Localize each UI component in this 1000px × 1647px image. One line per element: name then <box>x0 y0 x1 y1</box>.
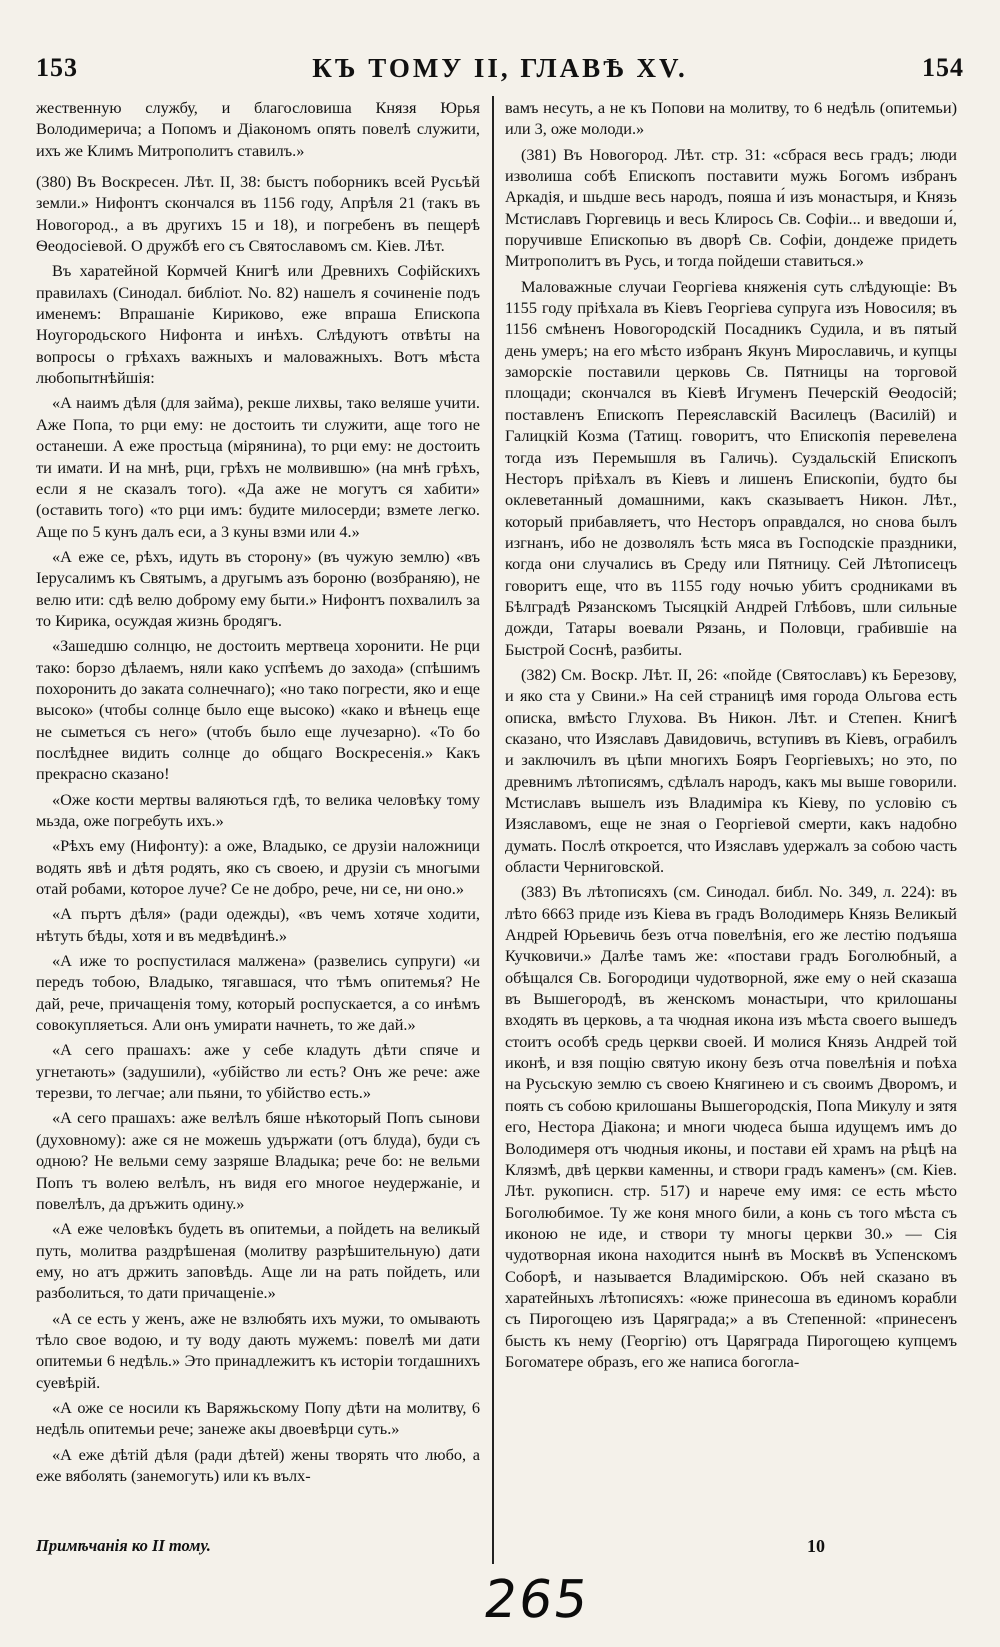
quote-paragraph: «А еже се, рѣхъ, идуть въ сторону» (въ чужую землю) «въ Іерусалимъ къ Святымъ, а другымъ азъ бороню (возбраняю), не велю ити: сдѣ велю доброму ему быти.» Нифонтъ похвалилъ за то Кирика, осуждая жизнь бродягъ. <box>36 546 480 630</box>
left-column <box>36 97 480 1490</box>
signature-line: Примѣчанія ко II тому. <box>36 1536 211 1555</box>
page-header <box>36 48 964 88</box>
note-381: (381) Въ Новогород. Лѣт. стр. 31: «сбрася весь градъ; люди изволиша собѣ Епископъ поставити мужь Богомъ избранъ Аркадія, и шьдше весь народъ, пояша и́ изъ монастыря, и Князь Мстиславъ Гюргевиць и весь Клирось Св. Софіи... и введоши и́, поручивше Епископью въ дворѣ Св. Софіи, дондеже придеть Митрополитъ въ Русь, и тогда пойдеши ставиться.» <box>505 144 957 271</box>
quote-paragraph: «А иже то роспустилася малжена» (развелись супруги) «и передъ тобою, Владыко, тягавшася, что тѣмъ опитемья? Не дай, рече, причащенія тому, который роспускается, а со инѣмъ совокупляеться. Али онъ умирати начнеть, то же дай.» <box>36 951 480 1035</box>
running-title: КЪ ТОМУ II, ГЛАВѢ XV. <box>312 52 688 83</box>
quote-paragraph: «А еже дѣтій дѣля (ради дѣтей) жены творять что любо, а еже вяболять (занемогуть) или къ вълх- <box>36 1444 480 1485</box>
quote-paragraph: «Зашедшю солнцю, не достоить мертвеца хоронити. Не рци тако: борзо дѣлаемъ, няли како успѣемъ до захода» (спѣшимъ похоронить до заката солнечнаго); «но тако погрести, яко и еще высоко» (чтобы солнце было еще высоко) «како и вѣнець еще не сыметься съ него» (чтобъ было еще лучезарно). «То бо послѣднее видить солнце до общаго Воскресенія.» Какъ прекрасно сказано! <box>36 636 480 784</box>
quote-paragraph: «Рѣхъ ему (Нифонту): а оже, Владыко, се друзіи наложници водять явѣ и дѣтя родять, яко съ своею, и друзіи съ многыми отай робами, которое луче? Се не добро, рече, ни се, ни оно.» <box>36 836 480 899</box>
paragraph: Въ харатейной Кормчей Книгѣ или Древнихъ Софійскихъ правилахъ (Синодал. библіот. No. 82) нашелъ я сочиненіе подъ именемъ: Впрашаніе Кириково, еже впраша Епископа Ноугородьского Нифонта и инѣхъ. Слѣдуютъ отвѣты на вопросы о грѣхахъ важныхъ и маловажныхъ. Вотъ мѣста любопытнѣйшія: <box>36 261 480 388</box>
quote-paragraph: «А сего прашахъ: аже велѣлъ бяше нѣкоторый Попъ сынови (духовному): аже ся не можешь удържати (отъ блуда), буди съ одною? Не вельми сему зазряше Владыка; рече бо: не вельми Попъ тъ волею велѣлъ, нъ видя его многое неудержаніе, и повелѣлъ, да дръжить одину.» <box>36 1108 480 1213</box>
paragraph: вамъ несуть, а не къ Попови на молитву, то 6 недѣль (опитемьи) или 3, оже молоди.» <box>505 98 957 139</box>
right-page-number: 154 <box>921 53 964 82</box>
handwritten-page-number: 265 <box>479 1570 594 1630</box>
column-divider <box>492 96 494 1564</box>
quote-paragraph: «А се есть у женъ, аже не взлюбять ихъ мужи, то омывають тѣло свое водою, и ту воду дають мужемъ: повелѣ ми дати опитемьи 6 недѣль.» Это принадлежитъ къ исторіи тогдашнихъ суевѣрій. <box>36 1308 480 1392</box>
note-383: (383) Въ лѣтописяхъ (см. Синодал. библ. No. 349, л. 224): въ лѣто 6663 приде изъ Кіева въ градъ Володимерь Князь Великый Андрей Юрьевичь безъ отча повелѣнія, его же лестію подъяша Кучковичи.» Далѣе тамъ же: «постави градъ Боголюбный, а обѣщался Св. Богородици чудотворной, яже ему о ней сказаша въ Вышегородѣ, въ женскомъ монастыри, что крилошаны входять въ церковь, а та чюдная икона изъ мѣста своего вышедъ стоитъ особѣ средь церкви своей. И молися Князь Андрей той иконѣ, и взя пощію святую икону безъ отча повелѣнія и поѣха на Русьскую землю съ своею Княгинею и съ своимъ Дворомъ, и поять съ собою крилошаны Вышегородскія, Попа Микулу и зятя его, Нестора Діакона; и многи чюдеса быша идущемъ имъ до Володимеря отъ чюдныя иконы, и постави ей храмъ на рѣцѣ на Клязмѣ, двѣ церкви каменны, и створи градъ каменъ» (см. Кіев. Лѣт. рукописн. стр. 517) и нарече ему имя: се есть мѣсто Боголюбимое. Ту же коня много били, а конь съ того мѣста съ иконою не иде, и створи ту многы церкви 30.» — Сія чудотворная икона находится нынѣ въ Москвѣ въ Успенскомъ Соборѣ, и называется Владимірскою. Объ ней сказано въ харатейныхъ лѣтописяхъ: «юже принесоша въ единомъ корабли съ Пирогощею изъ Царяграда;» а въ Степенной: «принесенъ бысть къ нему (Георгію) отъ Царяграда Пирогощею купцемъ Богоматере образъ, его же написа богогла- <box>505 882 957 1371</box>
quote-paragraph: «Оже кости мертвы валяються гдѣ, то велика человѣку тому мьзда, оже погребуть ихъ.» <box>36 789 480 830</box>
sheet-number: 10 <box>807 1536 825 1556</box>
quote-paragraph: «А сего прашахъ: аже у себе кладуть дѣти спяче и угнетають» (задушили), «убійство ли есть? Онъ же рече: аже терезви, то легчае; али пьяни, то убійство есть.» <box>36 1040 480 1103</box>
quote-paragraph: «А оже се носили къ Варяжьскому Попу дѣти на молитву, 6 недѣль опитемьи рече; занеже акы двоевѣрци суть.» <box>36 1397 480 1439</box>
note-382: (382) См. Воскр. Лѣт. II, 26: «пойде (Святославъ) къ Березову, и яко ста у Свини.» На сей страницѣ имя города Ольгова есть описка, вмѣсто Глухова. Въ Никон. Лѣт. и Степен. Книгѣ сказано, что Изяславъ Давидовичь, вступивъ въ Кіевъ, ограбилъ и заключилъ въ цѣпи многихъ Бояръ Георгіевыхъ; но это, по древнимъ лѣтописямъ, сдѣлалъ народъ, какъ мы выше говорили. Мстиславъ вышелъ изъ Владиміра къ Кіеву, по условію съ Изяславомъ, еще не зная о Георгіевой смерти, какъ надобно думать. Послѣ откроется, что Изяславъ удержалъ за собою часть области Черниговской. <box>505 664 957 877</box>
note-380: (380) Въ Воскресен. Лѣт. II, 38: быстъ поборникъ всей Русьѣй земли.» Нифонтъ скончался въ 1156 году, Апрѣля 21 (такъ въ Новогород., а въ другихъ 15 и 18), и погребенъ въ пещерѣ Ѳеодосіевой. О дружбѣ его съ Святославомъ см. Кіев. Лѣт. <box>36 172 480 256</box>
quote-paragraph: «А еже человѣкъ будеть въ опитемьи, а пойдеть на великый путь, молитва раздрѣшеная (молитву разрѣшительную) дати ему, но атъ држить заповѣдь. Аще ли на рать пойдеть, или разболиться, то дати причащеніе.» <box>36 1219 480 1303</box>
quote-paragraph: «А наимъ дѣля (для займа), рекше лихвы, тако веляше учити. Аже Попа, то рци ему: не достоить ти служити, аще того не останеши. А еже простьца (мірянина), то рци ему: не достоить ти имати. И на мнѣ, рци, грѣхъ не молвившю» (на мнѣ грѣхъ, если я не сказалъ того). «Да аже не могутъ ся хабити» (оставить того) «то рци имъ: будите милосерди; взмете легко. Аще по 5 кунъ далъ еси, а 3 куны взми или 4.» <box>36 393 480 541</box>
paragraph: жественную службу, и благословиша Князя Юрья Володимерича; а Попомъ и Діакономъ опять повелѣ служити, ихъ же Климъ Митрополитъ ставилъ.» <box>36 98 480 160</box>
quote-paragraph: «А пъртъ дѣля» (ради одежды), «въ чемъ хотяче ходити, нѣтуть бѣды, хотя и въ медвѣдинѣ.» <box>36 904 480 945</box>
paragraph: Маловажные случаи Георгіева княженія суть слѣдующіе: Въ 1155 году пріѣхала въ Кіевъ Георгіева супруга изъ Новосиля; въ 1156 смѣненъ Новогородскій Посадникъ Судила, и въ пятый день умеръ; на его мѣсто избранъ Якунъ Мирославичь, и купцы заморскіе поставили церковь Св. Пятницы на торговой площади; скончался въ Кіевѣ Игуменъ Печерскій Ѳеодосій; поставленъ Епископъ Переяславскій Василецъ (Василій) и Галицкій Козма (Татищ. говоритъ, что Епископія перевелена тогда изъ Перемышля въ Галичь). Суздальскій Епископъ Несторъ пріѣхалъ въ Кіевъ и лишенъ Епископіи, будто бы оклеветанный домашними, какъ сказываетъ Никон. Лѣт., который прибавляетъ, что Несторъ оправдался, но снова былъ изгнанъ, ибо не дозволялъ ѣсть мяса въ Господскіе праздники, когда они случались въ Среду или Пятницу. Сей Лѣтописецъ говоритъ еще, что въ 1155 году ночью убитъ сродниками въ Бѣлградѣ Рязанскомъ Тысяцкій Андрей Глѣбовъ, шли сильные дожди, Татары воевали Рязань, и Половци, грабившіе на Быстрой Соснѣ, разбиты. <box>505 276 957 659</box>
left-page-number: 153 <box>36 53 78 82</box>
right-column <box>505 97 957 1376</box>
